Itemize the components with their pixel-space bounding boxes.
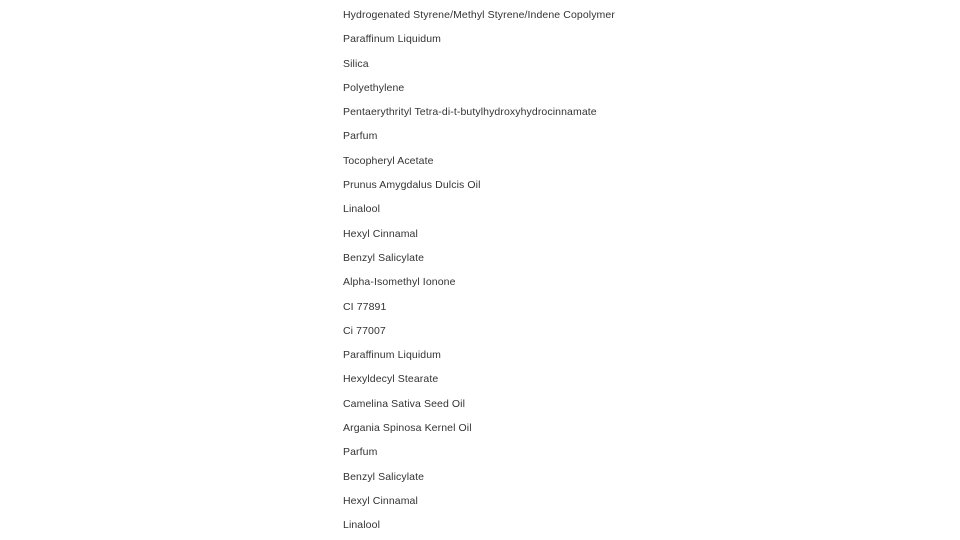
ingredient-item: Hexyl Cinnamal (343, 494, 418, 507)
ingredient-item: Benzyl Salicylate (343, 470, 425, 483)
ingredient-item: Hexyldecyl Stearate (343, 373, 439, 386)
ingredient-item: Parfum (343, 130, 378, 143)
ingredient-item: Linalool (343, 203, 380, 216)
ingredient-item: Parfum (343, 446, 378, 459)
ingredient-item: Polyethylene (343, 81, 405, 94)
ingredient-item: Tocopheryl Acetate (343, 154, 434, 167)
ingredient-item: Camelina Sativa Seed Oil (343, 397, 466, 410)
ingredient-item: CI 77891 (343, 300, 387, 313)
ingredient-item: Alpha-Isomethyl Ionone (343, 276, 456, 289)
ingredient-item: Ci 77007 (343, 324, 386, 337)
ingredient-item: Pentaerythrityl Tetra-di-t-butylhydroxyhydrocinnamate (343, 106, 597, 119)
ingredient-item: Hexyl Cinnamal (343, 227, 418, 240)
ingredient-item: Paraffinum Liquidum (343, 33, 442, 46)
ingredient-item: Hydrogenated Styrene/Methyl Styrene/Indene Copolymer (343, 9, 615, 21)
ingredients-list (343, 3, 863, 538)
ingredient-item: Linalool (343, 519, 380, 532)
ingredient-item: Silica (343, 57, 369, 70)
ingredient-item: Prunus Amygdalus Dulcis Oil (343, 179, 481, 192)
ingredient-item: Argania Spinosa Kernel Oil (343, 422, 472, 435)
ingredient-item: Paraffinum Liquidum (343, 349, 442, 362)
ingredient-item: Benzyl Salicylate (343, 251, 425, 264)
